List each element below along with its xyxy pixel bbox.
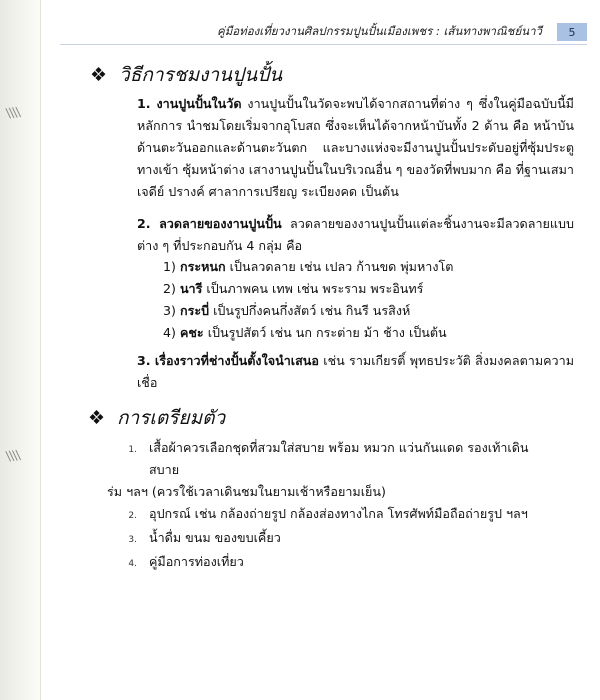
list-item xyxy=(107,437,544,503)
list-item xyxy=(163,256,543,278)
margin-decoration-bottom: \\\\ xyxy=(5,447,21,465)
list-item xyxy=(163,300,543,322)
diamond-bullet-icon: ❖ xyxy=(88,407,106,429)
list-item-number: 3) xyxy=(163,303,176,318)
section-heading-text: การเตรียมตัว xyxy=(117,407,226,429)
preparation-list xyxy=(107,437,544,575)
list-item-term: กระหนก xyxy=(179,259,226,274)
list-item-term: นารี xyxy=(179,281,203,296)
header-rule xyxy=(60,44,587,45)
list-item-desc: เป็นรูปกึ่งคนกึ่งสัตว์ เช่น กินรี นรสิงห์ xyxy=(209,303,411,318)
list-item-desc: เป็นภาพคน เทพ เช่น พระราม พระอินทร์ xyxy=(202,281,424,296)
list-item-desc: เป็นรูปสัตว์ เช่น นก กระต่าย ม้า ช้าง เป็นต้น xyxy=(203,325,447,340)
paragraph-number: 2. xyxy=(137,216,151,231)
paragraph-stucco-patterns xyxy=(107,213,574,257)
list-item-number: 2. xyxy=(128,511,137,521)
paragraph-body: งานปูนปั้นในวัดจะพบได้จากสถานที่ต่าง ๆ ซึ่งในคู่มือฉบับนี้มีหลักการ นำชมโดยเริ่มจากอุโบสถ ซึ่งจะเห็นได้จากหน้าบันทั้ง 2 ด้าน คือ หน้าบันด้านตะวันออกและด้านตะวันตก และบางแห่งจะมีงานปูนปั้นประดับอยู่ที่ซุ้มประตูทางเข้า ซุ้มหน้าต่าง เสางานปูนปั้นในบริเวณอื่น ๆ ของวัดที่พบมาก คือ ที่ฐานเสมา เจดีย์ ปรางค์ ศาลาการเปรียญ ระเบียงคด เป็นต้น xyxy=(137,96,574,199)
list-item-number: 3. xyxy=(128,535,137,545)
list-item xyxy=(107,551,544,575)
list-item-text: คู่มือการท่องเที่ยว xyxy=(149,554,244,569)
list-item-continuation: ร่ม ฯลฯ (ควรใช้เวลาเดินชมในยามเช้าหรือยามเย็น) xyxy=(107,484,386,499)
list-item xyxy=(163,278,543,300)
list-item xyxy=(163,322,543,344)
page-margin-strip xyxy=(0,0,41,700)
list-item-number: 2) xyxy=(163,281,176,296)
paragraph-title: เรื่องราวที่ช่างปั้นตั้งใจนำเสนอ xyxy=(154,353,319,368)
paragraph-number: 1. xyxy=(137,96,151,111)
pattern-group-list xyxy=(163,256,543,344)
paragraph-body: เช่น รามเกียรติ์ พุทธประวัติ สิ่งมงคลตามความเชื่อ xyxy=(137,353,574,390)
paragraph-body: ลวดลายของงานปูนปั้นแต่ละชิ้นงานจะมีลวดลายแบบต่าง ๆ ที่ประกอบกัน 4 กลุ่ม คือ xyxy=(137,216,574,253)
page-number-badge: 5 xyxy=(557,23,587,41)
list-item-number: 4. xyxy=(128,559,137,569)
section-heading-viewing xyxy=(90,60,282,90)
paragraph-title: งานปูนปั้นในวัด xyxy=(156,96,242,111)
list-item-term: คชะ xyxy=(179,325,204,340)
section-heading-preparation xyxy=(88,403,225,433)
list-item-number: 1) xyxy=(163,259,176,274)
paragraph-title: ลวดลายของงานปูนปั้น xyxy=(159,216,282,231)
paragraph-number: 3. xyxy=(137,353,151,368)
list-item-text: อุปกรณ์ เช่น กล้องถ่ายรูป กล้องส่องทางไกล โทรศัพท์มือถือถ่ายรูป ฯลฯ xyxy=(149,506,528,521)
diamond-bullet-icon: ❖ xyxy=(90,64,108,86)
list-item-term: กระบี่ xyxy=(179,303,210,318)
list-item-number: 4) xyxy=(163,325,176,340)
running-header-title: คู่มือท่องเที่ยวงานศิลปกรรมปูนปั้นเมืองเพชร : เส้นทางพาณิชย์นาวี xyxy=(217,24,542,38)
list-item xyxy=(107,527,544,551)
list-item xyxy=(107,503,544,527)
paragraph-story-themes xyxy=(107,350,574,394)
paragraph-temple-stucco xyxy=(107,93,574,203)
list-item-text: น้ำดื่ม ขนม ของขบเคี้ยว xyxy=(149,530,281,545)
list-item-number: 1. xyxy=(128,445,137,455)
list-item-text: เสื้อผ้าควรเลือกชุดที่สวมใส่สบาย พร้อม หมวก แว่นกันแดด รองเท้าเดินสบาย xyxy=(149,440,529,477)
section-heading-text: วิธีการชมงานปูนปั้น xyxy=(119,64,283,86)
margin-decoration-top: \\\\ xyxy=(5,104,21,122)
list-item-desc: เป็นลวดลาย เช่น เปลว ก้านขด พุ่มหางโต xyxy=(225,259,454,274)
